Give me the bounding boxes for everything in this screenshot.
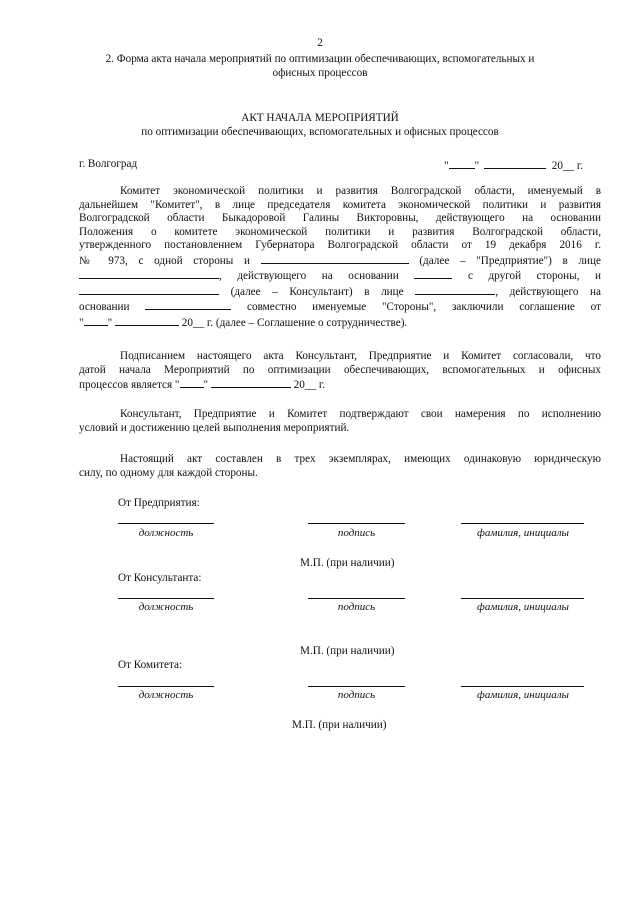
section-heading-line2: офисных процессов bbox=[272, 67, 368, 79]
date-year: 20__ г. bbox=[551, 160, 584, 172]
p1-line1: Комитет экономической политики и развития Волгоградской области, именуемый в bbox=[120, 185, 601, 197]
signature-label-enterprise: От Предприятия: bbox=[118, 497, 200, 509]
enterprise-blank bbox=[261, 253, 409, 264]
enterprise-signature-line bbox=[308, 523, 405, 524]
p1-line8a: (далее – Консультант) в лице bbox=[230, 285, 404, 298]
consultant-name-line bbox=[461, 598, 584, 599]
p1-line2: дальнейшем "Комитет", в лице председателя комитета экономической политики и развития bbox=[79, 198, 601, 211]
agreement-day-blank bbox=[84, 315, 108, 326]
agreement-month-blank bbox=[115, 315, 179, 326]
paragraph-3 bbox=[79, 408, 601, 435]
consultant-name-caption: фамилия, инициалы bbox=[477, 601, 569, 613]
committee-name-line bbox=[461, 686, 584, 687]
p3-line2: условий и достижению целей выполнения мероприятий. bbox=[79, 421, 350, 434]
section-heading-line1: 2. Форма акта начала мероприятий по оптимизации обеспечивающих, вспомогательных и bbox=[105, 53, 535, 65]
p1-line10c: 20__ г. (далее – Соглашение о сотрудничестве). bbox=[181, 316, 408, 329]
p2-line3a: процессов является " bbox=[79, 379, 180, 391]
p4-line1: Настоящий акт составлен в трех экземплярах, имеющих одинаковую юридическую bbox=[120, 453, 601, 465]
city: г. Волгоград bbox=[79, 158, 138, 170]
act-title: АКТ НАЧАЛА МЕРОПРИЯТИЙ bbox=[241, 112, 399, 124]
p2-line3c: 20__ г. bbox=[293, 379, 325, 391]
date-line bbox=[444, 158, 583, 174]
p1-line8b: , действующего на bbox=[495, 285, 601, 298]
enterprise-rep-blank bbox=[79, 268, 219, 279]
consultant-basis-blank bbox=[145, 299, 231, 310]
p1-line7b: с другой стороны, и bbox=[467, 270, 601, 282]
consultant-signature-caption: подпись bbox=[337, 601, 376, 613]
consultant-position-caption: должность bbox=[138, 601, 194, 613]
committee-signature-caption: подпись bbox=[337, 689, 376, 701]
p1-line4: Положения о комитете экономической политики и развития Волгоградской области, bbox=[79, 225, 601, 238]
signature-label-consultant: От Консультанта: bbox=[118, 572, 202, 584]
enterprise-signature-caption: подпись bbox=[337, 527, 376, 539]
committee-name-caption: фамилия, инициалы bbox=[477, 689, 569, 701]
signature-label-committee: От Комитета: bbox=[118, 659, 183, 671]
p1-line9a: основании bbox=[79, 301, 130, 313]
p1-line7a: , действующего на основании bbox=[219, 270, 399, 282]
p1-line10b: " bbox=[107, 316, 113, 329]
enterprise-position-line bbox=[118, 523, 214, 524]
p1-line6a: № 973, с одной стороны и bbox=[79, 254, 250, 267]
committee-position-caption: должность bbox=[138, 689, 194, 701]
page-number: 2 bbox=[317, 37, 323, 49]
date-quote-close: " bbox=[474, 160, 480, 172]
consultant-stamp: М.П. (при наличии) bbox=[300, 645, 395, 657]
p2-line1: Подписанием настоящего акта Консультант, Предприятие и Комитет согласовали, что bbox=[120, 350, 601, 362]
committee-stamp: М.П. (при наличии) bbox=[292, 719, 387, 731]
p4-line2: силу, по одному для каждой стороны. bbox=[79, 466, 258, 479]
p2-line3b: " bbox=[203, 379, 209, 391]
paragraph-1 bbox=[79, 185, 601, 330]
consultant-blank bbox=[79, 284, 219, 295]
enterprise-name-line bbox=[461, 523, 584, 524]
enterprise-name-caption: фамилия, инициалы bbox=[477, 527, 569, 539]
consultant-signature-line bbox=[308, 598, 405, 599]
act-subtitle: по оптимизации обеспечивающих, вспомогательных и офисных процессов bbox=[141, 126, 499, 138]
month-blank bbox=[484, 158, 546, 169]
consultant-position-line bbox=[118, 598, 214, 599]
p1-line9b: совместно именуемые "Стороны", заключили соглашение от bbox=[247, 301, 601, 313]
p3-line1: Консультант, Предприятие и Комитет подтверждают свои намерения по исполнению bbox=[120, 408, 601, 420]
committee-position-line bbox=[118, 686, 214, 687]
p1-line5: утвержденного постановлением Губернатора Волгоградской области от 19 декабря 2016 г. bbox=[79, 239, 601, 251]
date-quote-open: " bbox=[444, 160, 449, 172]
consultant-rep-blank bbox=[415, 284, 495, 295]
p1-line6b: (далее – "Предприятие") в лице bbox=[419, 254, 601, 267]
paragraph-4 bbox=[79, 453, 601, 480]
enterprise-stamp: М.П. (при наличии) bbox=[300, 557, 395, 569]
basis-blank bbox=[414, 268, 452, 279]
enterprise-position-caption: должность bbox=[138, 527, 194, 539]
p1-line3: Волгоградской области Быкадоровой Галины Викторовны, действующего на основании bbox=[79, 212, 601, 224]
committee-signature-line bbox=[308, 686, 405, 687]
p2-line2: датой начала Мероприятий по оптимизации обеспечивающих, вспомогательных и офисных bbox=[79, 363, 601, 376]
start-day-blank bbox=[180, 377, 204, 388]
paragraph-2 bbox=[79, 350, 601, 393]
day-blank bbox=[449, 158, 475, 169]
start-month-blank bbox=[211, 377, 291, 388]
p1-line10a: " bbox=[79, 316, 84, 329]
